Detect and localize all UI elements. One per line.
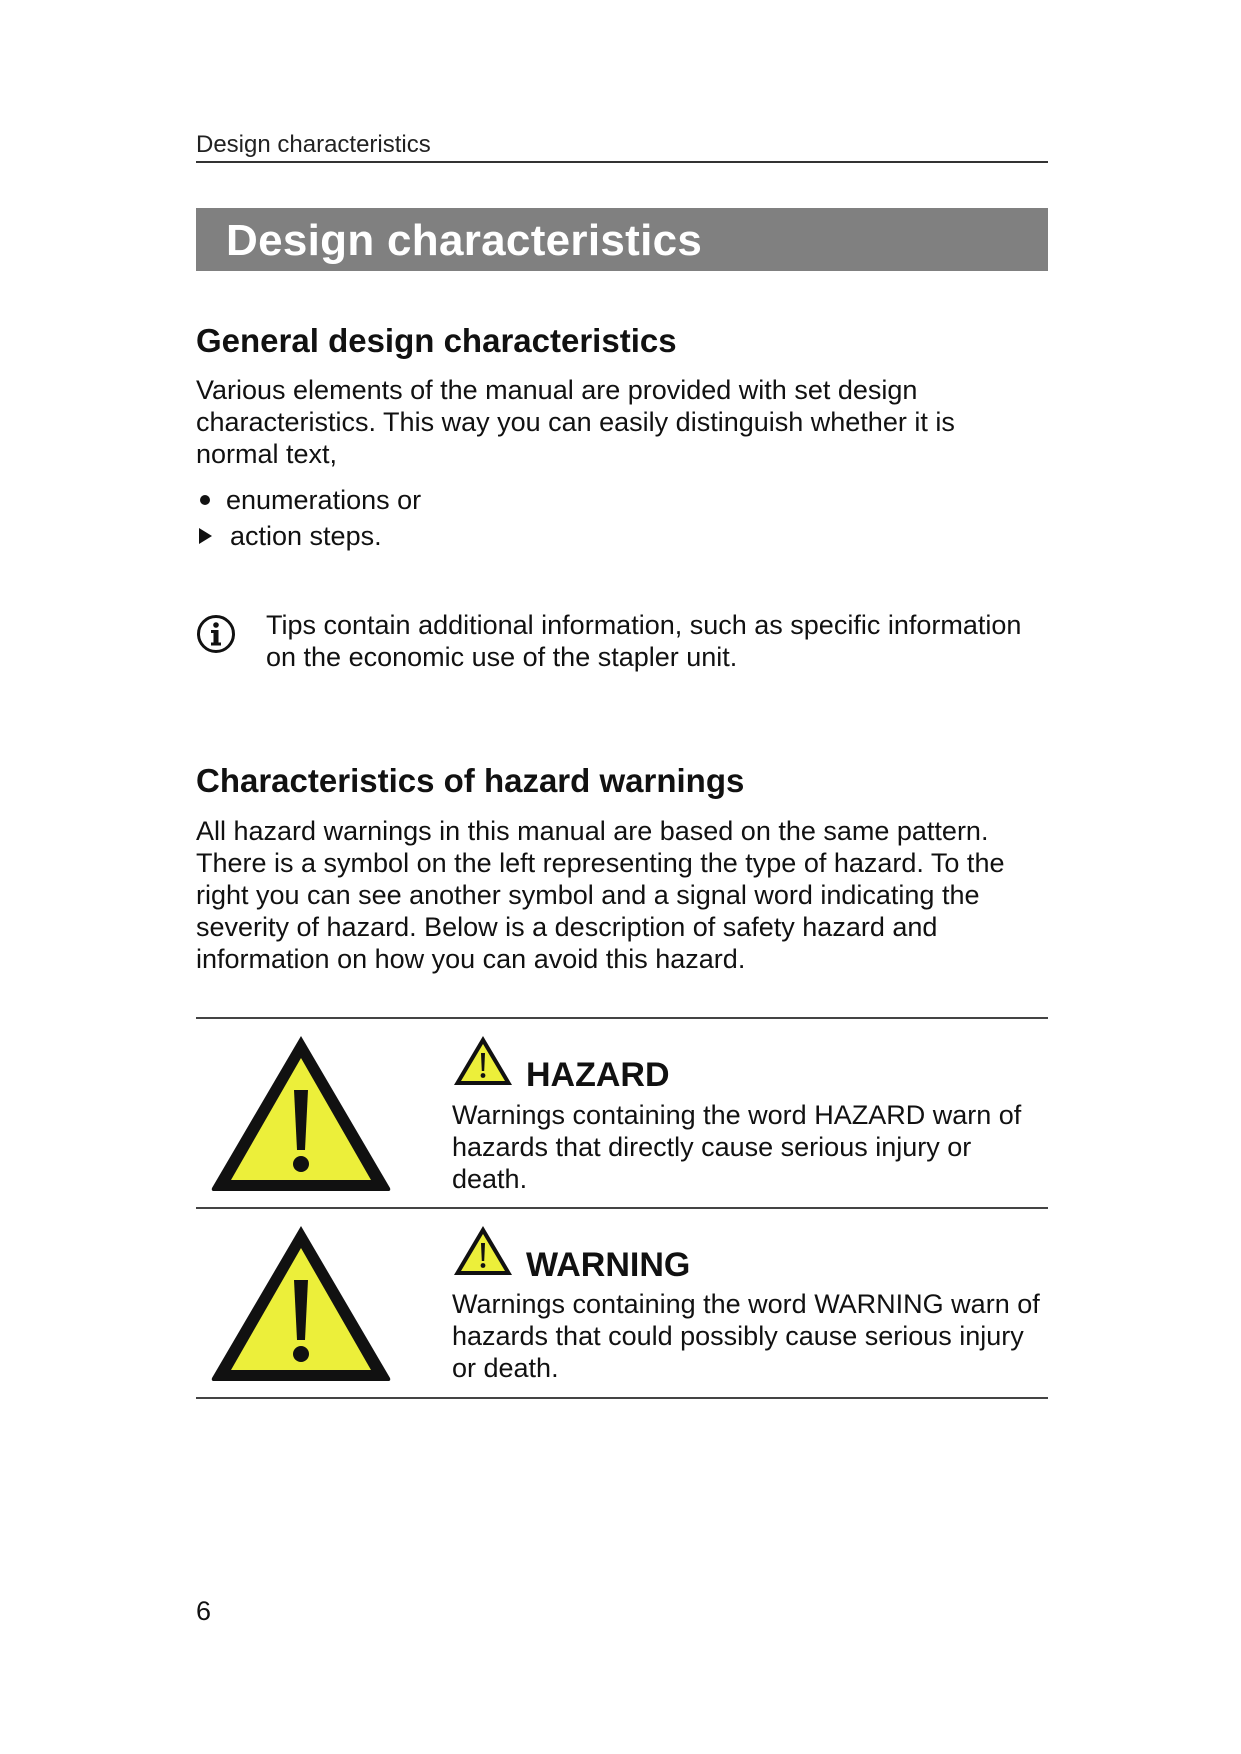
bullet-text: action steps. bbox=[230, 521, 382, 551]
warning-table-middle-rule bbox=[196, 1207, 1048, 1209]
signal-word-warning: WARNING bbox=[526, 1246, 691, 1284]
warning-description: Warnings containing the word WARNING warn of hazards that could possibly cause serious injury or death. bbox=[452, 1289, 1040, 1383]
header-rule bbox=[196, 161, 1048, 163]
bullet-item-enumeration bbox=[196, 484, 421, 516]
warning-table-top-rule bbox=[196, 1017, 1048, 1019]
warning-triangle-icon bbox=[208, 1222, 394, 1384]
bullet-dot-icon bbox=[200, 495, 210, 505]
hazard-heading: Characteristics of hazard warnings bbox=[196, 762, 745, 799]
info-icon bbox=[196, 614, 236, 654]
warning-triangle-icon bbox=[452, 1034, 514, 1088]
page-number: 6 bbox=[196, 1596, 212, 1626]
page-title: Design characteristics bbox=[226, 216, 703, 265]
title-bar bbox=[196, 208, 1048, 271]
hazard-description: Warnings containing the word HAZARD warn of hazards that directly cause serious injury or death. bbox=[452, 1100, 1022, 1194]
action-arrow-icon bbox=[199, 528, 212, 544]
warning-table-bottom-rule bbox=[196, 1397, 1048, 1399]
warning-triangle-icon bbox=[208, 1032, 394, 1194]
tip-text: Tips contain additional information, such as specific information on the economic use of the stapler unit. bbox=[266, 610, 1022, 672]
signal-word-hazard: HAZARD bbox=[526, 1056, 670, 1094]
running-header: Design characteristics bbox=[196, 131, 431, 158]
hazard-paragraph: All hazard warnings in this manual are based on the same pattern. There is a symbol on the left representing the type of hazard. To the right you can see another symbol and a signal word indicating the severity of hazard. Below is a description of safety hazard and information on how you can avoid this hazard. bbox=[196, 816, 1005, 974]
general-paragraph: Various elements of the manual are provided with set design characteristics. This way you can easily distinguish whether it is normal text, bbox=[196, 375, 955, 469]
bullet-text: enumerations or bbox=[226, 485, 422, 515]
general-heading: General design characteristics bbox=[196, 322, 677, 359]
warning-triangle-icon bbox=[452, 1224, 514, 1278]
bullet-item-action-step bbox=[196, 520, 382, 552]
